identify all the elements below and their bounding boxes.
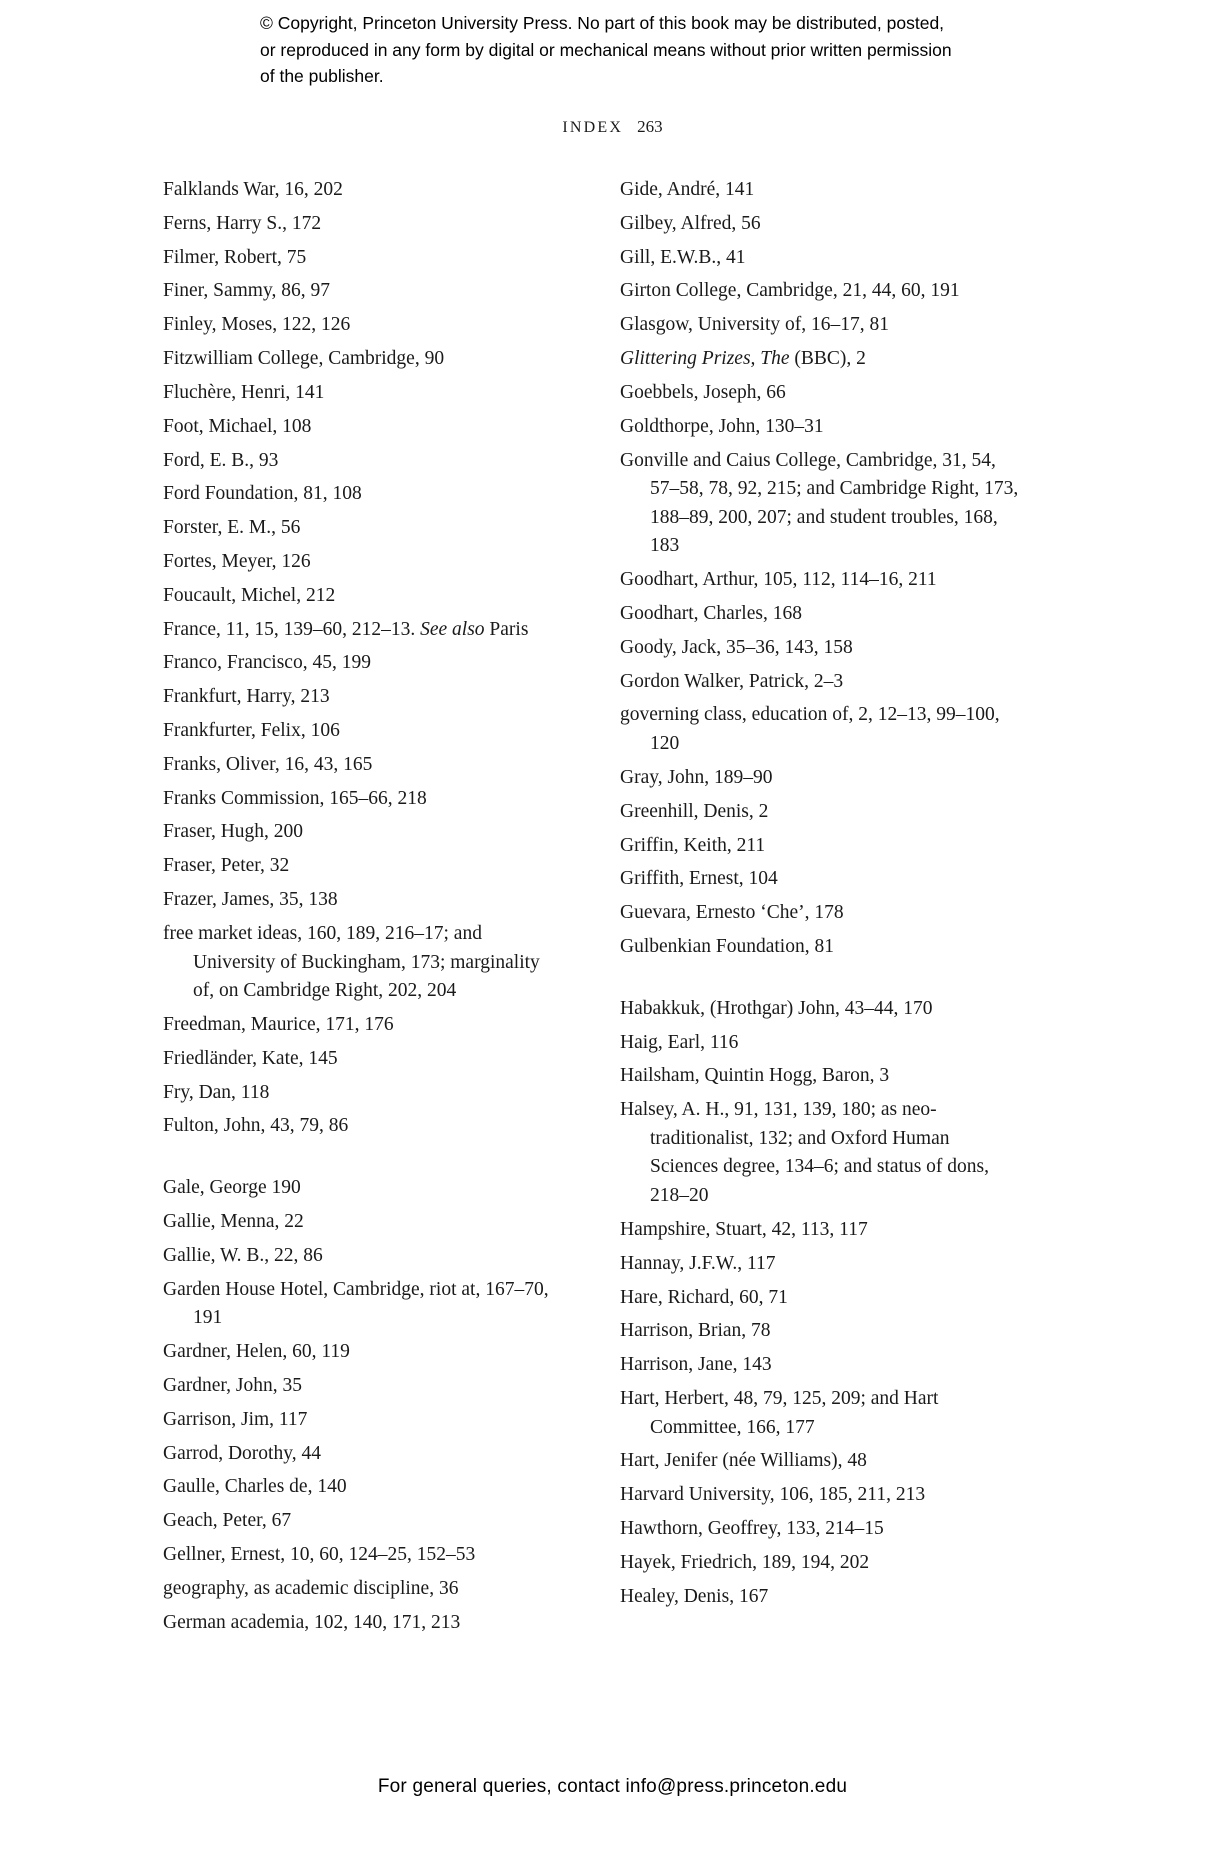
- index-entry: Gardner, Helen, 60, 119: [163, 1341, 350, 1363]
- index-entry: free market ideas, 160, 189, 216–17; and University of Buckingham, 173; marginality of, on Cambridge Right, 202, 204: [163, 922, 540, 1002]
- index-entry: Greenhill, Denis, 2: [620, 800, 769, 822]
- index-entry: Harvard University, 106, 185, 211, 213: [620, 1484, 926, 1506]
- index-entry: Freedman, Maurice, 171, 176: [163, 1013, 394, 1035]
- index-entry: Gray, John, 189–90: [620, 766, 773, 788]
- index-entry: Griffith, Ernest, 104: [620, 868, 778, 890]
- index-entry: Gordon Walker, Patrick, 2–3: [620, 670, 844, 692]
- index-entry: Habakkuk, (Hrothgar) John, 43–44, 170: [620, 997, 933, 1019]
- index-entry: Garrod, Dorothy, 44: [163, 1442, 321, 1464]
- running-head: [0, 117, 1225, 137]
- index-entry: Gaulle, Charles de, 140: [163, 1476, 347, 1498]
- index-entry: Frankfurter, Felix, 106: [163, 720, 340, 741]
- index-entry: Hailsham, Quintin Hogg, Baron, 3: [620, 1065, 890, 1087]
- index-entry: Hawthorn, Geoffrey, 133, 214–15: [620, 1518, 884, 1539]
- index-entry: Harrison, Brian, 78: [620, 1320, 771, 1342]
- index-entry: Falklands War, 16, 202: [163, 179, 343, 200]
- index-entry: Harrison, Jane, 143: [620, 1354, 772, 1376]
- index-entry: Guevara, Ernesto ‘Che’, 178: [620, 902, 844, 924]
- index-entry: Griffin, Keith, 211: [620, 834, 766, 856]
- index-entry: Geach, Peter, 67: [163, 1510, 292, 1532]
- index-entry: Filmer, Robert, 75: [163, 246, 307, 268]
- index-entry: Hare, Richard, 60, 71: [620, 1286, 788, 1308]
- index-entry: Hampshire, Stuart, 42, 113, 117: [620, 1218, 868, 1240]
- index-entry: Glasgow, University of, 16–17, 81: [620, 314, 890, 336]
- index-entry: Fitzwilliam College, Cambridge, 90: [163, 348, 445, 370]
- index-entry: Fraser, Hugh, 200: [163, 821, 304, 843]
- index-entry: Gilbey, Alfred, 56: [620, 212, 761, 234]
- index-entry: Gardner, John, 35: [163, 1374, 302, 1396]
- index-entry: Foucault, Michel, 212: [163, 584, 336, 606]
- index-entry: Hayek, Friedrich, 189, 194, 202: [620, 1551, 870, 1573]
- index-entry: Franco, Francisco, 45, 199: [163, 652, 371, 674]
- index-entry: Goldthorpe, John, 130–31: [620, 415, 824, 437]
- index-entry: Halsey, A. H., 91, 131, 139, 180; as neo-traditionalist, 132; and Oxford Human Sciences degree, 134–6; and status of dons, 218–20: [620, 1099, 990, 1207]
- index-entry: Hannay, J.F.W., 117: [620, 1252, 776, 1274]
- index-entry: Foot, Michael, 108: [163, 415, 312, 437]
- index-entry: Frankfurt, Harry, 213: [163, 686, 330, 708]
- index-entry: German academia, 102, 140, 171, 213: [163, 1611, 461, 1633]
- index-entry: Gulbenkian Foundation, 81: [620, 935, 834, 957]
- index-entry: Hart, Herbert, 48, 79, 125, 209; and Hart Committee, 166, 177: [620, 1387, 939, 1438]
- index-column-left: [163, 176, 563, 1642]
- index-entry: Fry, Dan, 118: [163, 1081, 270, 1103]
- index-entry: Fortes, Meyer, 126: [163, 550, 311, 572]
- index-entry: Gellner, Ernest, 10, 60, 124–25, 152–53: [163, 1543, 476, 1565]
- index-entry: Haig, Earl, 116: [620, 1031, 739, 1053]
- index-entry: Glittering Prizes, The (BBC), 2: [620, 348, 866, 370]
- index-entry: Hart, Jenifer (née Williams), 48: [620, 1450, 867, 1472]
- index-columns: [0, 176, 1225, 1642]
- index-entry: Goodhart, Charles, 168: [620, 603, 802, 624]
- running-head-title: INDEX: [562, 119, 624, 136]
- footer-queries-note: For general queries, contact info@press.princeton.edu: [377, 1776, 848, 1797]
- index-entry: Garrison, Jim, 117: [163, 1408, 308, 1430]
- index-column-right: [620, 176, 1020, 1642]
- index-entry: Girton College, Cambridge, 21, 44, 60, 191: [620, 280, 960, 302]
- index-entry: France, 11, 15, 139–60, 212–13. See also Paris: [163, 618, 529, 640]
- index-entry: Goebbels, Joseph, 66: [620, 381, 786, 403]
- index-entry: Goodhart, Arthur, 105, 112, 114–16, 211: [620, 569, 937, 591]
- index-entry: Gallie, W. B., 22, 86: [163, 1244, 323, 1266]
- index-entry: governing class, education of, 2, 12–13, 99–100, 120: [620, 704, 1000, 755]
- index-entry: geography, as academic discipline, 36: [163, 1577, 459, 1599]
- index-entry: Garden House Hotel, Cambridge, riot at, 167–70, 191: [163, 1278, 549, 1329]
- page-number: 263: [637, 117, 663, 136]
- index-entry: Fluchère, Henri, 141: [163, 381, 325, 403]
- index-entry: Franks, Oliver, 16, 43, 165: [163, 753, 373, 775]
- index-entry: Finer, Sammy, 86, 97: [163, 280, 330, 302]
- index-entry: Forster, E. M., 56: [163, 517, 301, 539]
- index-entry: Goody, Jack, 35–36, 143, 158: [620, 636, 853, 658]
- index-entry: Frazer, James, 35, 138: [163, 889, 338, 911]
- index-entry: Gallie, Menna, 22: [163, 1211, 304, 1232]
- copyright-notice: © Copyright, Princeton University Press. No part of this book may be distributed, posted, or reproduced in any form by digital or mechanical means without prior written permission of the publisher.: [260, 13, 952, 87]
- index-entry: Finley, Moses, 122, 126: [163, 314, 351, 336]
- index-entry: Gale, George 190: [163, 1177, 301, 1199]
- index-entry: Fraser, Peter, 32: [163, 855, 290, 877]
- index-entry: Ford, E. B., 93: [163, 449, 279, 471]
- index-entry: Gonville and Caius College, Cambridge, 31, 54, 57–58, 78, 92, 215; and Cambridge Right, 173, 188–89, 200, 207; and student troubles, 168, 183: [620, 449, 1019, 557]
- index-entry: Fulton, John, 43, 79, 86: [163, 1115, 349, 1137]
- index-entry: Ford Foundation, 81, 108: [163, 483, 362, 505]
- index-entry: Healey, Denis, 167: [620, 1585, 769, 1607]
- index-entry: Gill, E.W.B., 41: [620, 246, 746, 268]
- index-entry: Gide, André, 141: [620, 179, 755, 200]
- index-entry: Ferns, Harry S., 172: [163, 212, 322, 234]
- index-entry: Friedländer, Kate, 145: [163, 1047, 338, 1069]
- index-entry: Franks Commission, 165–66, 218: [163, 787, 427, 809]
